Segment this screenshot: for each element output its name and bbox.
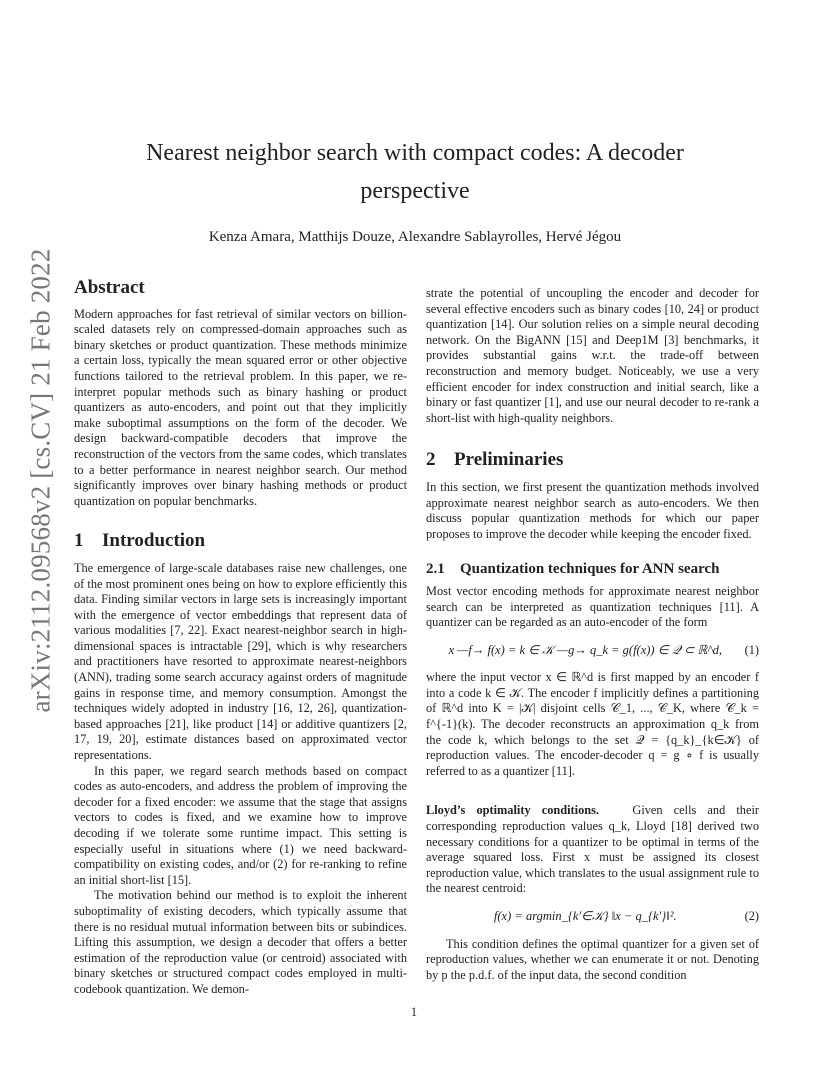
- equation-2: [426, 909, 759, 925]
- subsection-heading-quantization: [426, 562, 759, 578]
- intro-paragraph-2: In this paper, we regard search methods based on compact codes as auto-encoders, and address the problem of improving the decoder for a fixed encoder: we assume that the stage that assigns vectors to codes is fixed, and we examine how to improve decoding if we tolerate some runtime impact. This setting is especially useful in situations where (1) we need backward-compatibility on existing codes, and/or (2) for re-ranking to refine an initial short-list [15].: [74, 763, 407, 887]
- left-column: [74, 277, 407, 998]
- equation-1: [426, 643, 759, 659]
- section-number: 2: [426, 449, 436, 471]
- intro-paragraph-3: The motivation behind our method is to exploit the inherent suboptimality of existing decoders, which typically assume that there is no residual mutual information between bits or subindices. Lifting this assumption, we design a decoder that offers a better estimation of the reproduction value (or centroid) associated with binary sketches or structured compact codes employed in multi-codebook quantization. We demon-: [74, 888, 407, 996]
- arxiv-identifier: arXiv:2112.09568v2 [cs.CV] 21 Feb 2022: [25, 247, 56, 713]
- equation-1-body: x —f→ f(x) = k ∈ 𝒦 —g→ q_k = g(f(x)) ∈ 𝒬 ⊂ ℝ^d,: [448, 642, 722, 657]
- equation-1-number: (1): [744, 642, 759, 657]
- arxiv-sidebar-stamp: [18, 247, 64, 713]
- lloyd-paragraph: [426, 803, 759, 897]
- preliminaries-text: In this section, we first present the quantization methods involved approximate nearest neighbor search as auto-encoders. We then discuss popular quantization methods for which our paper proposes to improve the decoder while keeping the encoder fixed.: [426, 479, 759, 541]
- lloyd-paragraph-text: Given cells and their corresponding reproduction values q_k, Lloyd [18] derived two necessary conditions for a quantizer to be optimal in terms of the average squared loss. First x must be assigned its closest reproduction value, which translates to the usual assignment rule to the nearest centroid:: [426, 803, 759, 896]
- section-title: Introduction: [102, 530, 206, 552]
- equation-2-number: (2): [744, 909, 759, 923]
- right-column: [426, 286, 759, 983]
- lloyd-paragraph-heading: Lloyd’s optimality conditions.: [426, 803, 600, 818]
- section-title: Preliminaries: [454, 449, 564, 471]
- subsection-title: Quantization techniques for ANN search: [460, 561, 720, 578]
- intro-continuation: strate the potential of uncoupling the encoder and decoder for several effective encoders such as binary codes [10, 24] or product quantization [14]. Our solution relies on a simple neural decoding network. On the BigANN [15] and Deep1M [3] benchmarks, it provides substantial gains w.r.t. the trade-off between reconstruction and memory budget. Noticeably, we use a very efficient encoder for index construction and initial search, like a binary or fast quantizer [1], and use our neural decoder to re-rank a short-list with high-quality neighbors.: [426, 286, 759, 425]
- page-number: 1: [410, 1005, 418, 1019]
- subsection-number: 2.1: [426, 561, 445, 578]
- equation-2-body: f(x) = argmin_{k′∈𝒦} ‖x − q_{k′}‖².: [493, 909, 677, 923]
- intro-paragraph-1: The emergence of large-scale databases raise new challenges, one of the most prominent ones being on how to explore efficiently this data. Finding similar vectors in large sets is increasingly important with the emergence of vector embeddings that represent data of various modalities [7, 22]. Exact nearest-neighbor search in high-dimensional spaces is intractable [29], which is why researchers and practitioners have resorted to approximate nearest-neighbors (ANN), trading some search accuracy against orders of magnitude gains in response time, and memory consumption. Amongst the techniques widely adopted in industry [16, 12, 26], quantization-based approaches [21], like product [14] or additive quantizers [2, 17, 19, 20], estimate distances based on approximated vector representations.: [74, 560, 407, 763]
- abstract-heading: Abstract: [74, 277, 145, 298]
- section-heading-preliminaries: [426, 449, 759, 471]
- section-heading-introduction: [74, 530, 407, 552]
- encoder-decoder-text: where the input vector x ∈ ℝ^d is first mapped by an encoder f into a code k ∈ 𝒦. The encoder f implicitly defines a partitioning of ℝ^d into K = |𝒦| disjoint cells 𝒞_1, ..., 𝒞_K, where 𝒞_k = f^{-1}(k). The decoder reconstructs an approximation q_k from the code k, which belongs to the set 𝒬 = {q_k}_{k∈𝒦} of reproduction values. The encoder-decoder q = g ∘ f is usually referred to as a quantizer [11].: [426, 670, 759, 778]
- paper-title: Nearest neighbor search with compact codes: A decoder perspective: [146, 140, 684, 204]
- optimal-quantizer-text: This condition defines the optimal quantizer for a given set of reproduction values, whether we can enumerate it or not. Denoting by p the p.d.f. of the input data, the second condition: [426, 936, 759, 982]
- abstract-text: Modern approaches for fast retrieval of similar vectors on billion-scaled datasets rely on compressed-domain approaches such as binary sketches or product quantization. These methods minimize a certain loss, typically the mean squared error or other objective functions tailored to the retrieval problem. In this paper, we re-interpret popular methods such as binary hashing or product quantizers as auto-encoders, and point out that they implicitly make suboptimal assumptions on the form of the decoder. We design backward-compatible decoders that improve the reconstruction of the vectors from the same codes, which translates to a better performance in nearest neighbor search. Our method significantly improves over binary hashing methods or product quantization on popular benchmarks.: [74, 306, 407, 508]
- section-number: 1: [74, 530, 84, 552]
- quantization-intro-text: Most vector encoding methods for approximate nearest neighbor search can be interpreted as quantization techniques [11]. A quantizer can be regarded as an auto-encoder of the form: [426, 583, 759, 630]
- author-list: Kenza Amara, Matthijs Douze, Alexandre Sablayrolles, Hervé Jégou: [208, 229, 622, 245]
